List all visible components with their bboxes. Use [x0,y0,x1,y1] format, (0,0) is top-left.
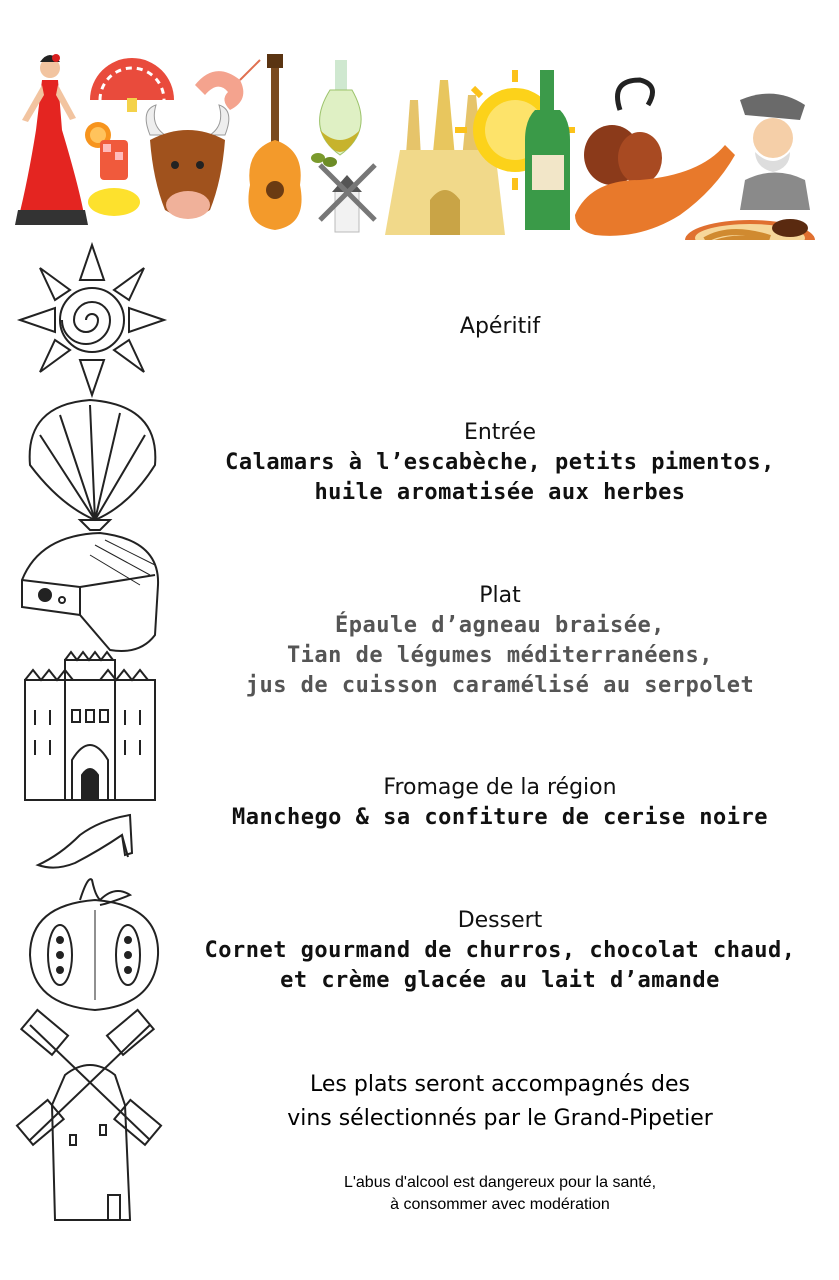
flamenco-dancer-icon [15,54,88,225]
course-dessert [190,906,810,996]
sun-sketch-icon [20,245,164,395]
banner-illustrations [0,40,839,240]
wine-note-line: Les plats seront accompagnés des [310,1072,690,1097]
alcohol-warning [190,1172,810,1216]
course-title: Plat [479,583,521,608]
course-aperitif [190,312,810,342]
course-plat [190,581,810,701]
course-title: Fromage de la région [383,775,617,800]
wine-note [190,1068,810,1136]
warning-line: L'abus d'alcool est dangereux pour la santé, [343,1174,657,1191]
side-illustrations [0,235,180,1235]
dish-line: et crème glacée au lait d’amande [280,968,720,993]
shoe-sketch-icon [38,815,132,868]
shell-sketch-icon [30,400,156,530]
course-entree [190,418,810,508]
churros-icon [685,219,815,240]
warning-line: à consommer avec modération [390,1196,610,1213]
lemon-icon [88,188,140,216]
guitar-icon [248,54,301,230]
course-title: Dessert [457,908,543,933]
dish-line: Tian de légumes méditerranéens, [286,643,714,668]
fan-icon [90,58,174,112]
wine-note-line: vins sélectionnés par le Grand-Pipetier [287,1106,713,1131]
cheese-sketch-icon [22,533,158,651]
dish-line: Épaule d’agneau braisée, [335,613,665,638]
dish-line: huile aromatisée aux herbes [314,480,686,505]
dish-line: Cornet gourmand de churros, chocolat chaud, [204,938,796,963]
course-title: Apéritif [459,314,541,339]
windmill-icon [320,165,375,232]
tomato-sketch-icon [30,879,158,1010]
olive-oil-icon [311,60,361,167]
course-title: Entrée [463,420,537,445]
shrimp-icon [195,60,260,110]
windmill-sketch-icon [17,1010,161,1220]
bull-icon [146,105,229,219]
dish-line: jus de cuisson caramélisé au serpolet [245,673,755,698]
dish-line: Calamars à l’escabèche, petits pimentos, [225,450,775,475]
don-quixote-icon [740,94,810,210]
dish-line: Manchego & sa confiture de cerise noire [231,805,769,830]
gate-sketch-icon [25,652,155,800]
castanets-icon [584,80,662,185]
sangria-icon [100,140,128,180]
course-fromage [190,773,810,833]
